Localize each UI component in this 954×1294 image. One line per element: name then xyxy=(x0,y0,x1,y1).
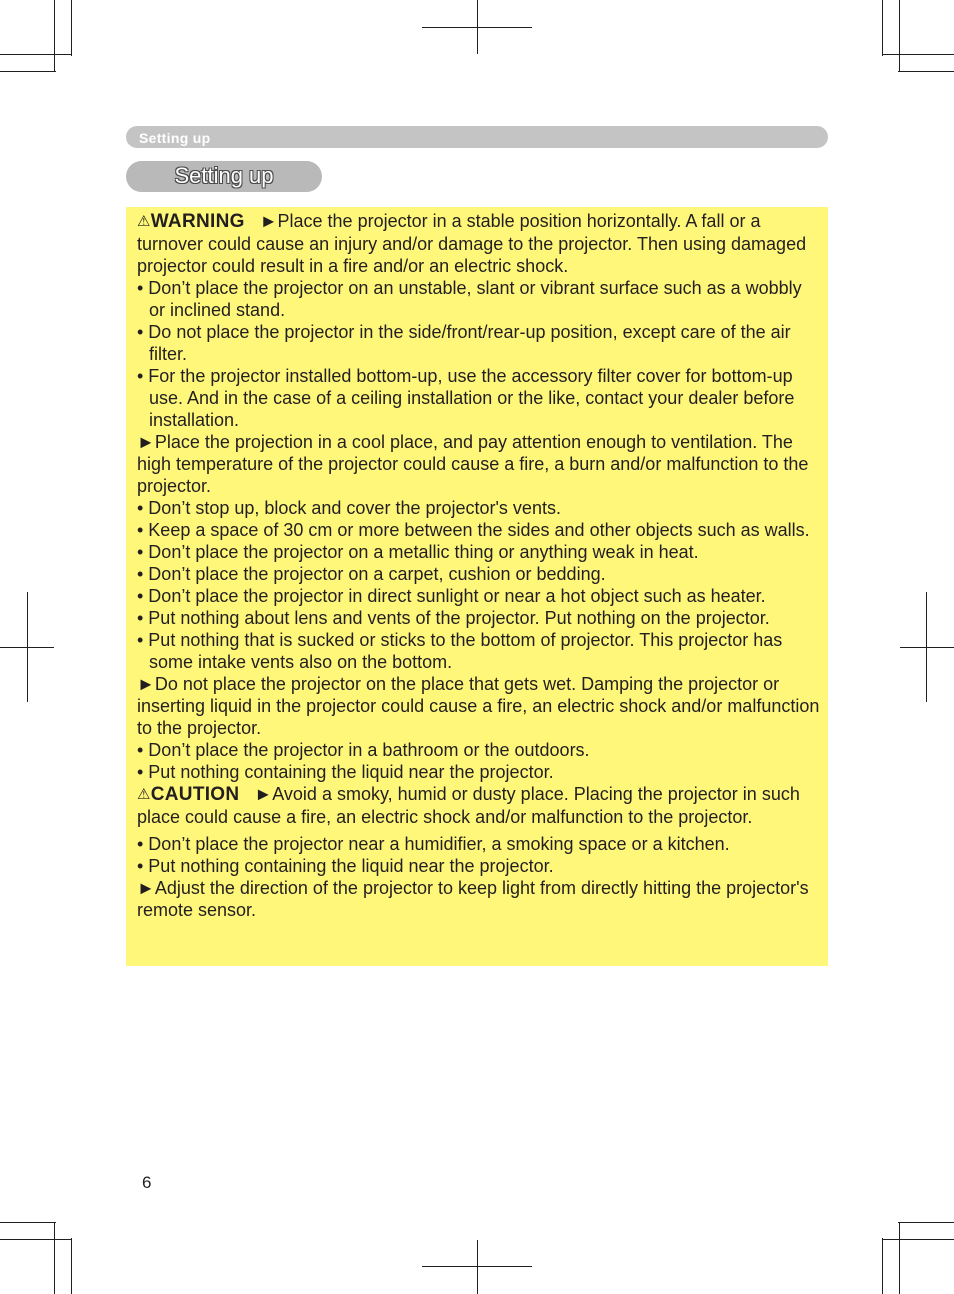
crop-mark xyxy=(882,0,883,56)
crop-mark xyxy=(0,71,56,72)
crop-mark xyxy=(898,1222,954,1223)
safety-line: ►Do not place the projector on the place that gets wet. Damping the projector or inserting liquid in the projector could cause a fire, an electric shock and/or malfunction to the projector. xyxy=(137,674,820,738)
safety-line: • Don’t place the projector on a metallic thing or anything weak in heat. xyxy=(137,542,699,562)
crop-mark xyxy=(0,1239,72,1240)
caution-triangle-icon: ⚠ xyxy=(137,786,151,803)
safety-line: • Put nothing that is sucked or sticks to the bottom of projector. This projector has some intake vents also on the bottom. xyxy=(137,630,783,672)
section-header-label: Setting up xyxy=(139,130,211,146)
safety-line: • Don’t place the projector in direct sunlight or near a hot object such as heater. xyxy=(137,586,766,606)
safety-content xyxy=(137,210,821,921)
crop-mark xyxy=(899,0,900,72)
safety-line: • Don’t place the projector near a humidifier, a smoking space or a kitchen. xyxy=(137,834,730,854)
safety-line: ►Place the projector in a stable position horizontally. A fall or a turnover could cause an injury and/or damage to the projector. Then using damaged projector could result in a fire and/or an electric shock. xyxy=(137,211,807,276)
crop-mark xyxy=(882,1238,883,1294)
crop-mark xyxy=(422,1266,532,1267)
crop-mark xyxy=(0,647,54,648)
crop-mark xyxy=(0,1222,56,1223)
crop-mark xyxy=(899,1222,900,1294)
crop-mark xyxy=(900,647,954,648)
safety-line: • Don’t place the projector on an unstable, slant or vibrant surface such as a wobbly or inclined stand. xyxy=(137,278,802,320)
caution-paragraph xyxy=(137,783,821,828)
safety-line: • Don’t place the projector on a carpet, cushion or bedding. xyxy=(137,564,606,584)
safety-line: • Put nothing containing the liquid near the projector. xyxy=(137,762,554,782)
crop-mark xyxy=(71,1238,72,1294)
crop-mark xyxy=(898,71,954,72)
page-title-pill xyxy=(126,161,322,192)
crop-mark xyxy=(54,1222,55,1294)
warning-tag xyxy=(137,211,245,232)
safety-line: • Don’t stop up, block and cover the projector's vents. xyxy=(137,498,561,518)
safety-line: • Keep a space of 30 cm or more between the sides and other objects such as walls. xyxy=(137,520,810,540)
crop-mark xyxy=(477,1240,478,1294)
crop-mark xyxy=(71,0,72,56)
safety-line: ►Avoid a smoky, humid or dusty place. Placing the projector in such place could cause a fire, an electric shock and/or malfunction to the projector. xyxy=(137,784,800,827)
warning-paragraph xyxy=(137,210,821,277)
warning-label: WARNING xyxy=(150,211,245,232)
safety-line: • Put nothing about lens and vents of the projector. Put nothing on the projector. xyxy=(137,608,770,628)
crop-mark xyxy=(882,54,954,55)
safety-line: • For the projector installed bottom-up, use the accessory filter cover for bottom-up use. And in the case of a ceiling installation or the like, contact your dealer before installation. xyxy=(137,366,795,430)
warning-triangle-icon: ⚠ xyxy=(137,213,151,230)
crop-mark xyxy=(0,54,72,55)
safety-line: ►Place the projection in a cool place, and pay attention enough to ventilation. The high temperature of the projector could cause a fire, a burn and/or malfunction to the projector. xyxy=(137,432,809,496)
page-title: Setting up xyxy=(174,163,274,188)
safety-line: • Do not place the projector in the side/front/rear-up position, except care of the air filter. xyxy=(137,322,791,364)
caution-tag xyxy=(137,784,239,805)
crop-mark xyxy=(54,0,55,72)
safety-line: ►Adjust the direction of the projector to keep light from directly hitting the projector's remote sensor. xyxy=(137,878,809,920)
caution-label: CAUTION xyxy=(150,784,240,805)
safety-line: • Don’t place the projector in a bathroom or the outdoors. xyxy=(137,740,590,760)
safety-line: • Put nothing containing the liquid near the projector. xyxy=(137,856,554,876)
crop-mark xyxy=(422,27,532,28)
page-number: 6 xyxy=(142,1173,152,1192)
section-header-bar xyxy=(126,126,828,148)
crop-mark xyxy=(882,1239,954,1240)
